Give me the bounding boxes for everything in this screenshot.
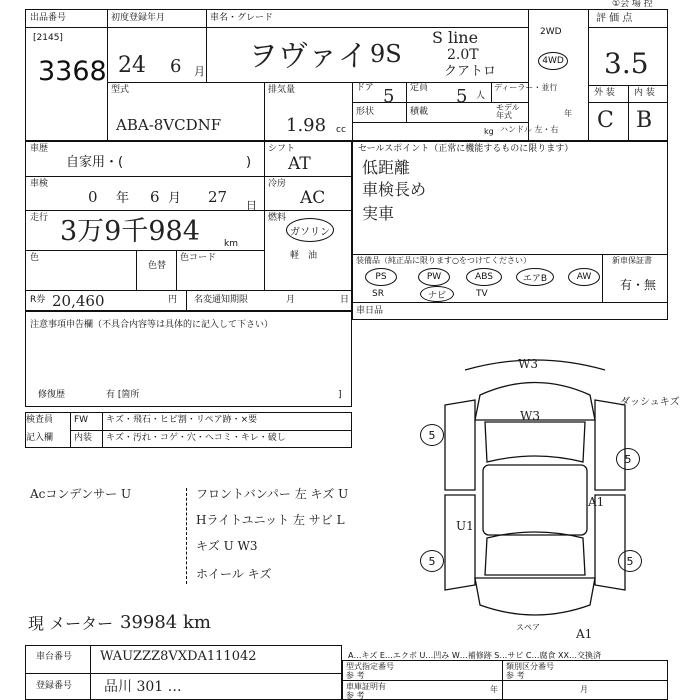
displacement-label: 排気量 (268, 85, 296, 95)
mileage-label: 走行 (30, 213, 49, 223)
shift-value: AT (288, 154, 311, 174)
repair-label: 修復歴 (38, 390, 66, 400)
score-label: 評 価 点 (596, 13, 633, 24)
color-code-label: 色コード (180, 253, 217, 263)
ext-value: C (597, 108, 614, 133)
grade1: S line (432, 28, 479, 47)
car-name-label: 車名・グレード (210, 13, 274, 23)
model-value: ABA-8VCDNF (116, 116, 222, 134)
remark-2: フロントバンパー 左 キズ U (196, 487, 349, 501)
spare-label: スペア (516, 623, 540, 632)
fuel-value: ガソリン (286, 218, 334, 242)
int-label: 内 装 (634, 88, 655, 98)
lot-sub: [2145] (33, 33, 63, 43)
delivery-label: 車日品 (356, 306, 384, 316)
fw-label: FW (74, 415, 89, 425)
recycle-value: 20,460 (52, 292, 105, 310)
registration-label: 登録番号 (36, 681, 73, 691)
equip-pw: PW (418, 268, 450, 286)
remark-4: キズ U W3 (196, 539, 258, 553)
inspector-label-2: 記入欄 (26, 433, 54, 443)
equip-sr: SR (372, 289, 384, 299)
equip-ps: PS (365, 268, 397, 286)
cert2-label: 車庫証明有 (346, 682, 386, 691)
equip-tv: TV (476, 289, 488, 299)
damage-label-2: W3 (520, 409, 540, 423)
car-diagram (405, 350, 667, 640)
equip-aw: AW (568, 268, 600, 286)
venue-label: ①会 場 控 (612, 0, 653, 9)
score-value: 3.5 (604, 47, 649, 80)
remark-1: Acコンデンサー U (30, 487, 132, 501)
inspection-day: 27 (208, 188, 228, 206)
legend: A…キズ E…エクボ U…凹み W…補修跡 S…サビ C…腐食 XX…交換済 (348, 651, 602, 660)
car-code: 9S (370, 40, 402, 68)
car-type-label: 車歴 (30, 144, 49, 154)
drive-4wd: 4WD (538, 52, 568, 70)
capacity-label: 定員 (410, 83, 429, 93)
damage-label-1: W3 (518, 357, 538, 371)
remark-5: ホイール キズ (196, 567, 272, 581)
fw-text: キズ・飛石・ヒビ割・リペア跡・×要 (106, 415, 258, 425)
notes-title: 注意事項申告欄（不具合内容等は具体的に記入して下さい） (30, 320, 274, 330)
capacity-value: 5 (456, 86, 468, 107)
inspector-label-1: 検査員 (26, 415, 54, 425)
equip-airbag: エアB (516, 268, 554, 286)
chassis-value: WAUZZZ8VXDA111042 (100, 649, 257, 664)
displacement-value: 1.98 (286, 115, 327, 136)
selling-point-2: 車検長め (362, 180, 427, 199)
equipment-title: 装備品（純正品に限ります○をつけてください） (356, 256, 531, 265)
lot-label: 出品番号 (30, 13, 67, 23)
equip-navi: ナビ (420, 286, 454, 302)
mileage-value: 3万9千984 (60, 216, 200, 247)
ext-label: 外 装 (594, 88, 615, 98)
registration-value: 品川 301 … (104, 679, 182, 695)
selling-points-title: セールスポイント（正常に機能するものに限ります） (358, 144, 574, 154)
cert-label: 型式指定番号 (346, 662, 394, 671)
warranty-value: 有・無 (620, 278, 657, 292)
inspection-label: 車検 (30, 179, 49, 189)
warranty-label: 新車保証書 (612, 256, 652, 265)
selling-point-1: 低距離 (362, 158, 411, 177)
model-year-label: モデル 年式 (496, 103, 520, 120)
first-reg-month: 6 (170, 56, 182, 77)
light-oil: 軽 油 (290, 251, 318, 261)
tire-rl: 5 (420, 550, 444, 572)
paint-label: 色替 (148, 261, 167, 271)
class-label: 類別区分番号 (506, 662, 554, 671)
damage-label-5: A1 (576, 627, 593, 641)
dealer-label: ディーラー・並行 (494, 83, 558, 92)
lot-number: 3368 (38, 56, 107, 87)
shift-label: シフト (268, 144, 296, 154)
doors-value: 5 (383, 86, 395, 107)
inspection-month: 6 (150, 188, 160, 206)
damage-label-6: ダッシュキズ (620, 397, 680, 408)
tire-fl: 5 (420, 424, 444, 446)
chassis-label: 車台番号 (36, 652, 73, 662)
car-type-value: 自家用・( (66, 155, 124, 170)
ac-label: 冷房 (268, 179, 287, 189)
tire-fr: 5 (616, 448, 640, 470)
name-change-label: 名変通知期限 (194, 295, 249, 305)
shape-label: 形状 (356, 107, 375, 117)
equip-abs: ABS (466, 268, 502, 286)
current-mileage-value: 39984 km (120, 612, 211, 633)
grade2: 2.0T (447, 47, 479, 63)
recycle-label: R券 (30, 295, 46, 305)
color-label: 色 (30, 253, 40, 263)
first-reg-year: 24 (118, 53, 146, 78)
handle-label: ハンドル 左・右 (500, 125, 559, 134)
fuel-label: 燃料 (268, 213, 287, 223)
interior-label: 内装 (74, 433, 93, 443)
first-reg-label: 初度登録年月 (111, 13, 166, 23)
interior-text: キズ・汚れ・コゲ・穴・へコミ・キレ・破し (106, 433, 286, 443)
tire-rr: 5 (618, 550, 642, 572)
damage-label-4: A1 (588, 495, 605, 509)
remark-3: Hライトユニット 左 サビ L (196, 513, 345, 527)
drive-2wd: 2WD (540, 27, 562, 37)
ac-value: AC (300, 188, 326, 208)
doors-label: ドア (356, 83, 374, 93)
car-name: ヲヴァイ (248, 39, 368, 74)
grade3: クアトロ (444, 64, 497, 79)
int-value: B (636, 108, 653, 133)
damage-label-3: U1 (456, 519, 474, 533)
current-mileage-label: 現 メーター (28, 614, 114, 633)
repair-value: 有 [箇所 (106, 390, 140, 400)
model-label: 型式 (111, 85, 130, 95)
load-label: 積載 (410, 107, 429, 117)
selling-point-3: 実車 (362, 204, 395, 223)
inspection-year: 0 (88, 188, 98, 206)
